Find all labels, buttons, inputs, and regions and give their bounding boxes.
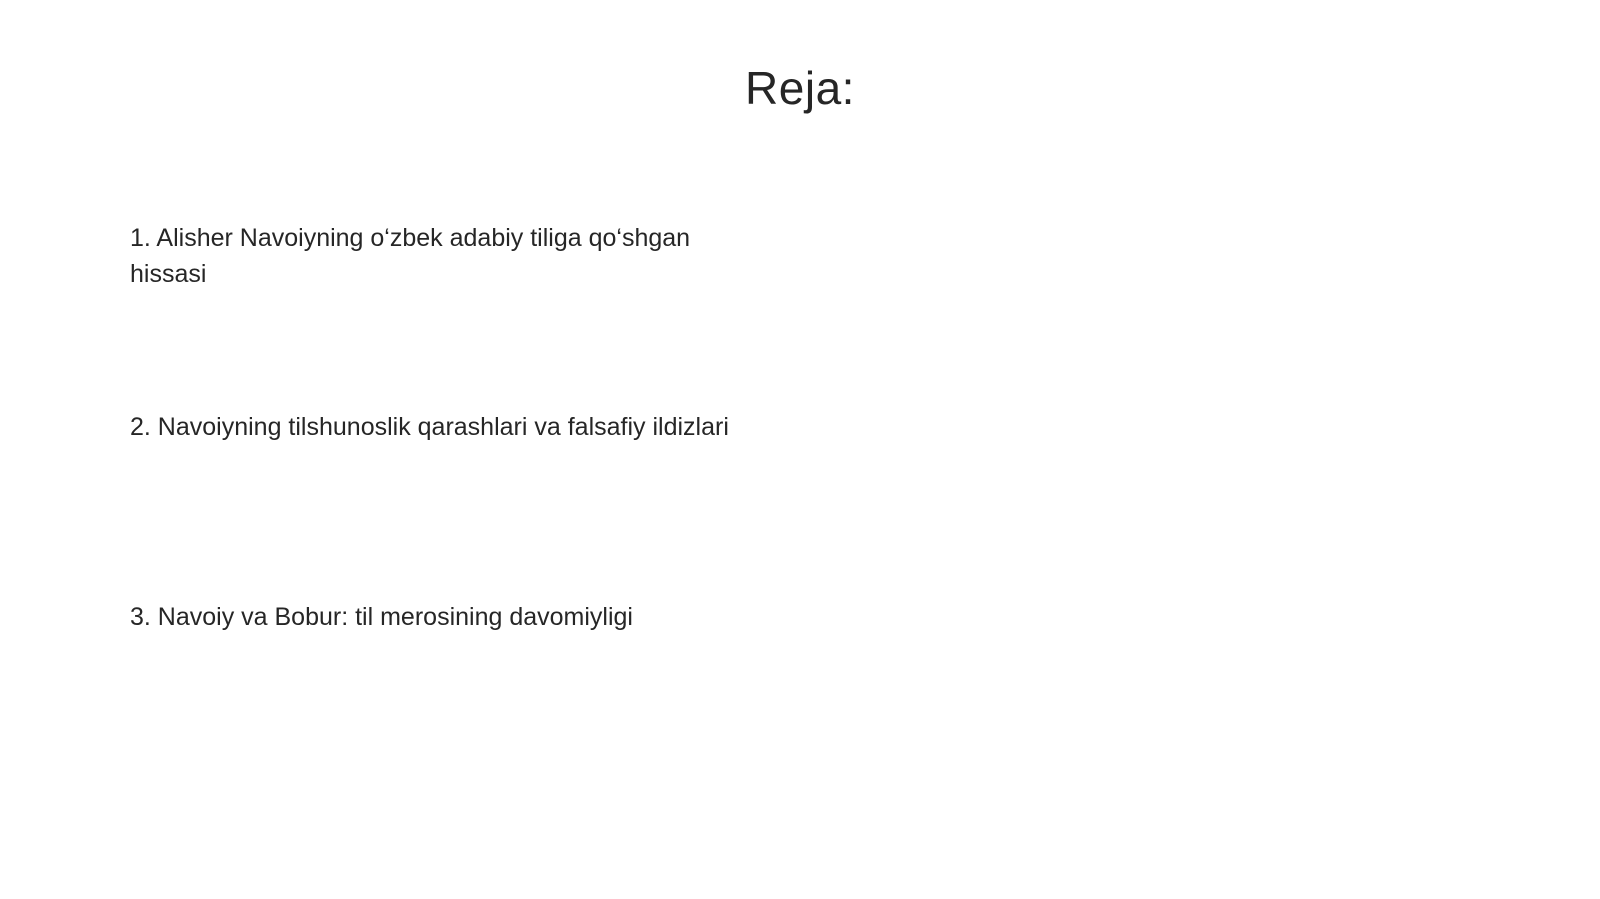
plan-item-1: 1. Alisher Navoiyning o‘zbek adabiy tiliga qo‘shgan hissasi <box>130 224 691 288</box>
slide-title: Reja: <box>745 62 855 114</box>
plan-item-2: 2. Navoiyning tilshunoslik qarashlari va falsafiy ildizlari <box>130 413 729 441</box>
plan-item-3: 3. Navoiy va Bobur: til merosining davomiyligi <box>130 603 633 631</box>
